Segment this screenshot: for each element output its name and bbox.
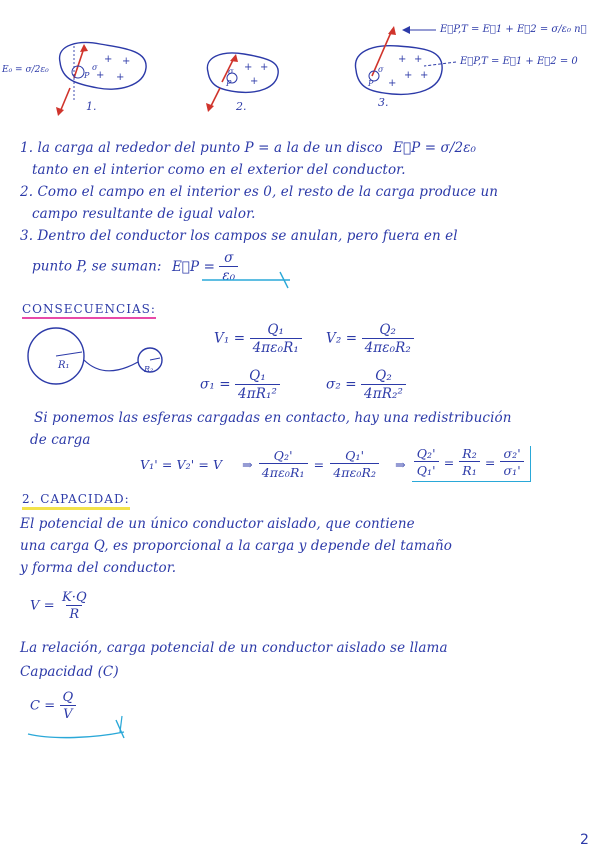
formula-sigma2: σ₂ = $\frac{\text{Q₂}}{\text{4πR₂²}}$: [326, 368, 406, 402]
field-arrow-1b: [60, 88, 70, 112]
implies-arrow-1: ⇒: [242, 456, 253, 472]
result-box: $\frac{\text{Q₂'}}{\text{Q₁'}}$ = $\frac{\text{R₂}}{\text{R₁}}$ = $\frac{\text{σ₂'}}{\text{σ₁'}}$: [412, 446, 531, 482]
plus-sign: +: [122, 56, 131, 67]
item-3-formula: E⃗P = $\frac{\sigma}{\text{ε₀}}$: [172, 259, 238, 275]
plus-sign: +: [116, 72, 125, 83]
capacidad-heading: 2. CAPACIDAD:: [22, 492, 130, 510]
item-3: [20, 228, 458, 244]
conductor-diagrams: [0, 0, 600, 120]
svg-text:+: +: [260, 62, 269, 73]
consecuencias-text-1: Si ponemos las esferas cargadas en contacto, hay una redistribución: [34, 410, 512, 426]
svg-text:+: +: [250, 76, 259, 87]
redistribution-equation: V₁' = V₂' = V ⇒ $\frac{\text{Q₂'}}{\text{4πε₀R₁}}$ = $\frac{\text{Q₁'}}{\text{4πε₀R₂}}$ ⇒ $\frac{\text{Q₂'}}{\text{Q₁'}}$ = $\frac{\text{R₂}}{\text{R₁}}$ = $\frac{\text{σ₂'}}{\text{σ₁'}}$: [140, 446, 531, 482]
svg-text:+: +: [388, 78, 397, 89]
formula-potential: V = $\frac{K\cdot Q}{R}$: [30, 590, 87, 622]
point-label: P: [84, 71, 90, 80]
consecuencias-heading: CONSECUENCIAS:: [22, 302, 156, 319]
item-1-line-1: la carga al rededor del punto P = a la de un disco: [37, 140, 383, 156]
capacity-underline: [24, 714, 134, 742]
eq-frac-c: $\frac{\text{Q₂'}}{\text{Q₁'}}$: [414, 446, 439, 478]
svg-text:P: P: [368, 79, 374, 88]
plus-sign: +: [104, 54, 113, 65]
item-1-number: 1.: [20, 140, 34, 156]
eq-frac-a: $\frac{\text{Q₂'}}{\text{4πε₀R₁}}$: [259, 448, 308, 480]
item-2-line-2: campo resultante de igual valor.: [32, 206, 256, 222]
item-3-line-1: Dentro del conductor los campos se anulan, pero fuera en el: [37, 228, 458, 244]
conductor-blob-1: [60, 43, 147, 90]
capacidad-text-2: una carga Q, es proporcional a la carga y depende del tamaño: [20, 538, 452, 554]
field-arrow-1a: [74, 48, 84, 78]
item-1: [20, 140, 476, 156]
item-3-underline: [200, 270, 300, 290]
eq-frac-e: $\frac{\text{σ₂'}}{\text{σ₁'}}$: [500, 446, 523, 478]
item-3-line-2: punto P, se suman: E⃗P = $\frac{\sigma}{\text{ε₀}}$: [32, 250, 238, 284]
formula-sigma1: σ₁ = $\frac{\text{Q₁}}{\text{4πR₁²}}$: [200, 368, 280, 402]
field-arrow-2b: [210, 88, 220, 108]
svg-text:+: +: [420, 70, 429, 81]
svg-text:+: +: [404, 70, 413, 81]
item-1-line-2: tanto en el interior como en el exterior del conductor.: [32, 162, 406, 178]
capacidad-text-4: La relación, carga potencial de un conductor aislado se llama: [20, 640, 448, 656]
radius-label-2: R₂: [144, 365, 154, 374]
item-2: [20, 184, 498, 200]
equation-field-total: E⃗P,T = E⃗1 + E⃗2 = σ/ε₀ n⃗: [440, 24, 587, 35]
connecting-wire: [84, 360, 138, 371]
page-number: 2: [580, 832, 589, 848]
svg-text:+: +: [244, 62, 253, 73]
plus-sign: +: [96, 70, 105, 81]
item-1-formula: E⃗P = σ/2ε₀: [393, 140, 477, 156]
side-label-e0: E₀ = σ/2ε₀: [2, 65, 49, 75]
eq-frac-d: $\frac{\text{R₂}}{\text{R₁}}$: [459, 446, 480, 478]
formula-v1: V₁ = $\frac{\text{Q₁}}{\text{4πε₀R₁}}$: [214, 322, 302, 356]
capacidad-text-1: El potencial de un único conductor aislado, que contiene: [20, 516, 415, 532]
capacidad-text-5: Capacidad (C): [20, 664, 119, 680]
consecuencias-text-2: de carga: [30, 432, 91, 448]
implies-arrow-2: ⇒: [395, 456, 406, 472]
svg-text:+: +: [398, 54, 407, 65]
svg-text:σ: σ: [378, 65, 384, 74]
eq-frac-b: $\frac{\text{Q₁'}}{\text{4πε₀R₂}}$: [330, 448, 379, 480]
item-2-line-1: Como el campo en el interior es 0, el resto de la carga produce un: [37, 184, 499, 200]
svg-text:P: P: [226, 79, 232, 88]
sigma-label: σ: [92, 63, 98, 72]
figure-label-2: 2.: [236, 100, 247, 113]
svg-text:σ: σ: [228, 67, 234, 76]
formula-capacity: C = $\frac{Q}{V}$: [30, 690, 76, 722]
figure-label-3: 3.: [378, 96, 389, 109]
figure-label-1: 1.: [86, 100, 97, 113]
formula-v2: V₂ = $\frac{\text{Q₂}}{\text{4πε₀R₂}}$: [326, 322, 414, 356]
item-2-number: 2.: [20, 184, 34, 200]
radius-label-1: R₁: [58, 360, 70, 371]
svg-text:+: +: [414, 54, 423, 65]
eq-potential: V₁' = V₂' = V: [140, 456, 223, 472]
spheres-diagram: [20, 322, 200, 392]
equation-field-inside: E⃗P,T = E⃗1 + E⃗2 = 0: [460, 56, 578, 67]
capacidad-text-3: y forma del conductor.: [20, 560, 177, 576]
item-3-number: 3.: [20, 228, 34, 244]
